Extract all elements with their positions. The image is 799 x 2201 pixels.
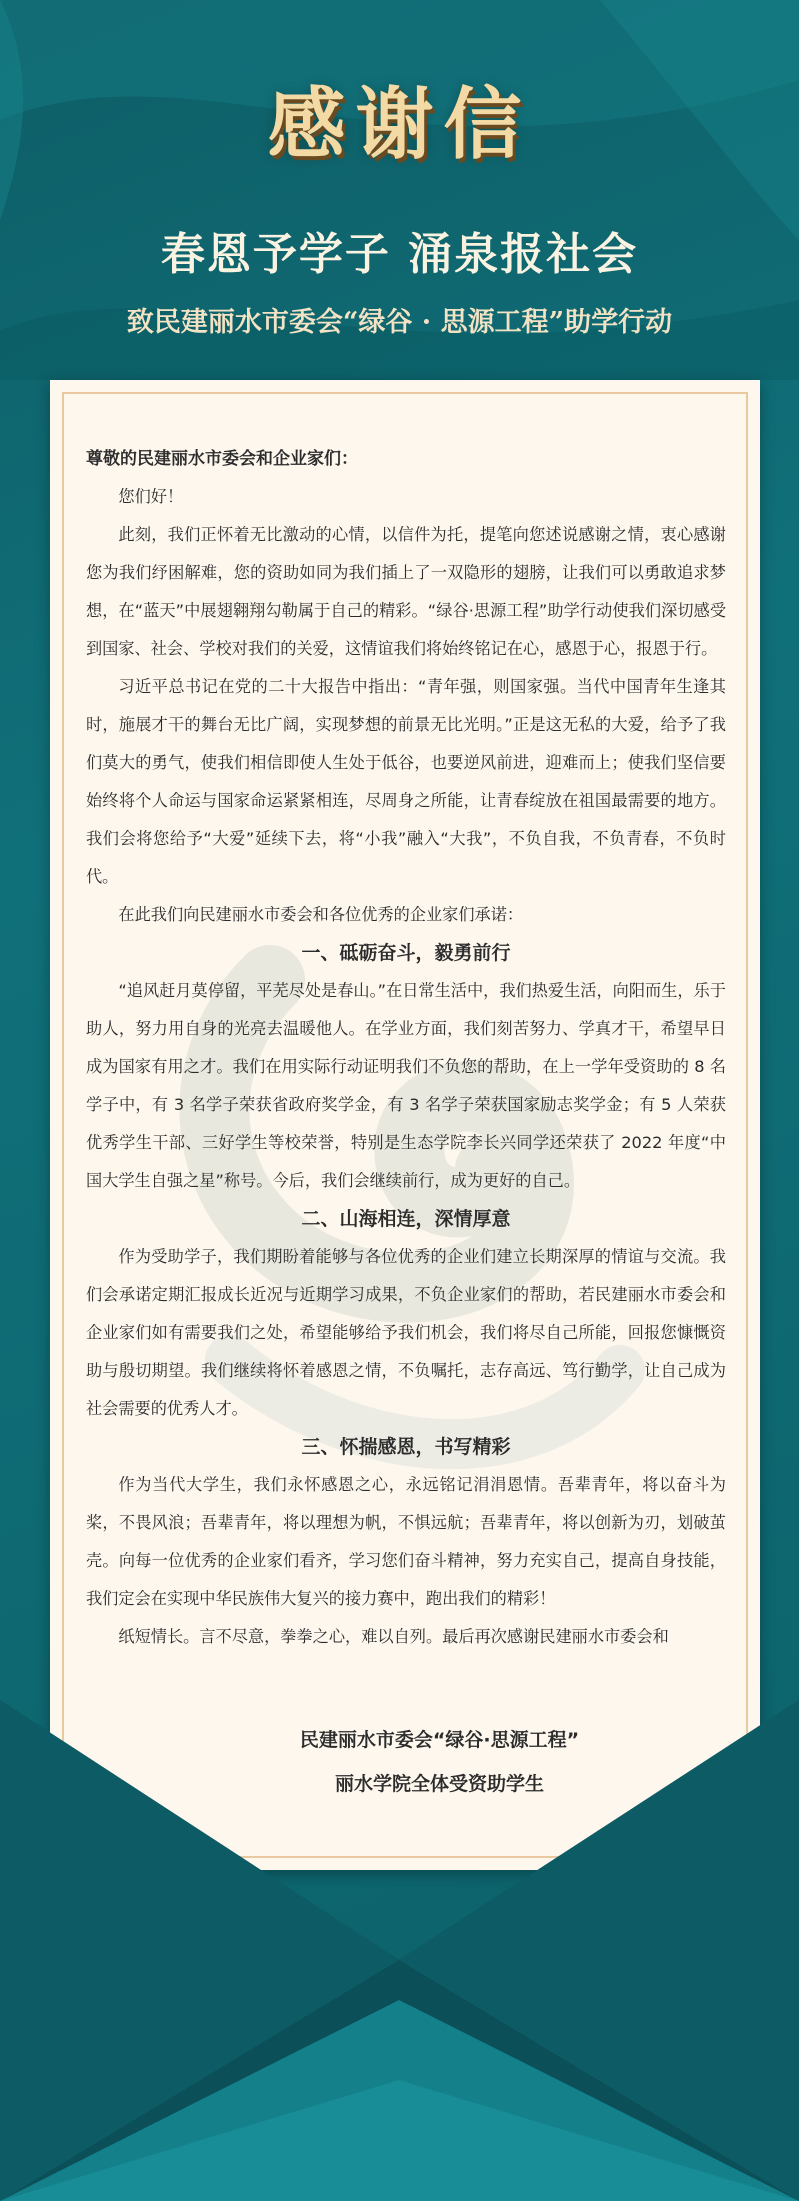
greeting: 您们好！: [118, 487, 184, 506]
page-subtitle: 春恩予学子 涌泉报社会: [160, 229, 639, 280]
section-3-title: 三、怀揣感恩，书写精彩: [301, 1436, 511, 1458]
letter-body: [86, 440, 726, 1656]
signature-organization: 民建丽水市委会“绿谷·思源工程”: [299, 1729, 580, 1751]
section-2-text: 作为受助学子，我们期盼着能够与各位优秀的企业们建立长期深厚的情谊与交流。我们会承诺定期汇报成长近况与近期学习成果，不负企业家们的帮助，若民建丽水市委会和企业家们如有需要我们之处，希望能够给予我们机会，我们将尽自己所能，回报您慷慨资助与殷切期望。我们继续将怀着感恩之情，不负嘱托，志存高远、笃行勤学，让自己成为社会需要的优秀人才。: [86, 1247, 726, 1418]
section-3-text: 作为当代大学生，我们永怀感恩之心，永远铭记涓涓恩情。吾辈青年，将以奋斗为桨，不畏风浪；吾辈青年，将以理想为帆，不惧远航；吾辈青年，将以创新为刃，划破茧壳。向每一位优秀的企业家们看齐，学习您们奋斗精神，努力充实自己，提高自身技能，我们定会在实现中华民族伟大复兴的接力赛中，跑出我们的精彩！: [86, 1475, 726, 1608]
section-2-title: 二、山海相连，深情厚意: [301, 1208, 511, 1230]
intro-paragraph-1: 此刻，我们正怀着无比激动的心情，以信件为托，提笔向您述说感谢之情，衷心感谢您为我们纾困解难，您的资助如同为我们插上了一双隐形的翅膀，让我们可以勇敢追求梦想，在“蓝天”中展翅翱翔勾勒属于自己的精彩。“绿谷·思源工程”助学行动使我们深切感受到国家、社会、学校对我们的关爱，这情谊我们将始终铭记在心，感恩于心，报恩于行。: [86, 525, 726, 658]
section-1-text: “追风赶月莫停留，平芜尽处是春山。”在日常生活中，我们热爱生活，向阳而生，乐于助人，努力用自身的光亮去温暖他人。在学业方面，我们刻苦努力、学真才干，希望早日成为国家有用之才。我们在用实际行动证明我们不负您的帮助，在上一学年受资助的 8 名学子中，有 3 名学子荣获省政府奖学金，有 3 名学子荣获国家励志奖学金；有 5 人荣获优秀学生干部、三好学生等校荣誉，特别是生态学院李长兴同学还荣获了 2022 年度“中国大学生自强之星”称号。今后，我们会继续前行，成为更好的自己。: [86, 981, 726, 1190]
letter-header: [0, 0, 799, 380]
closing-line: 纸短情长。言不尽意，拳拳之心，难以自列。最后再次感谢民建丽水市委会和: [118, 1627, 669, 1646]
intro-paragraph-3: 在此我们向民建丽水市委会和各位优秀的企业家们承诺：: [118, 905, 524, 924]
intro-paragraph-2: 习近平总书记在党的二十大报告中指出：“青年强，则国家强。当代中国青年生逢其时，施展才干的舞台无比广阔，实现梦想的前景无比光明。”正是这无私的大爱，给予了我们莫大的勇气，使我们相信即使人生处于低谷，也要逆风前进，迎难而上；使我们坚信要始终将个人命运与国家命运紧紧相连，尽周身之所能，让青春绽放在祖国最需要的地方。我们会将您给予“大爱”延续下去，将“小我”融入“大我”，不负自我，不负青春，不负时代。: [86, 677, 726, 886]
page-title: 感谢信: [267, 79, 532, 170]
signature-block: [0, 1718, 799, 1806]
section-1-title: 一、砥砺奋斗，毅勇前行: [301, 942, 511, 964]
letter-paper: [50, 380, 760, 1870]
salutation: 尊敬的民建丽水市委会和企业家们：: [86, 449, 358, 469]
page-tagline: 致民建丽水市委会“绿谷 · 思源工程”助学行动: [126, 307, 673, 338]
signature-students: 丽水学院全体受资助学生: [334, 1773, 544, 1795]
